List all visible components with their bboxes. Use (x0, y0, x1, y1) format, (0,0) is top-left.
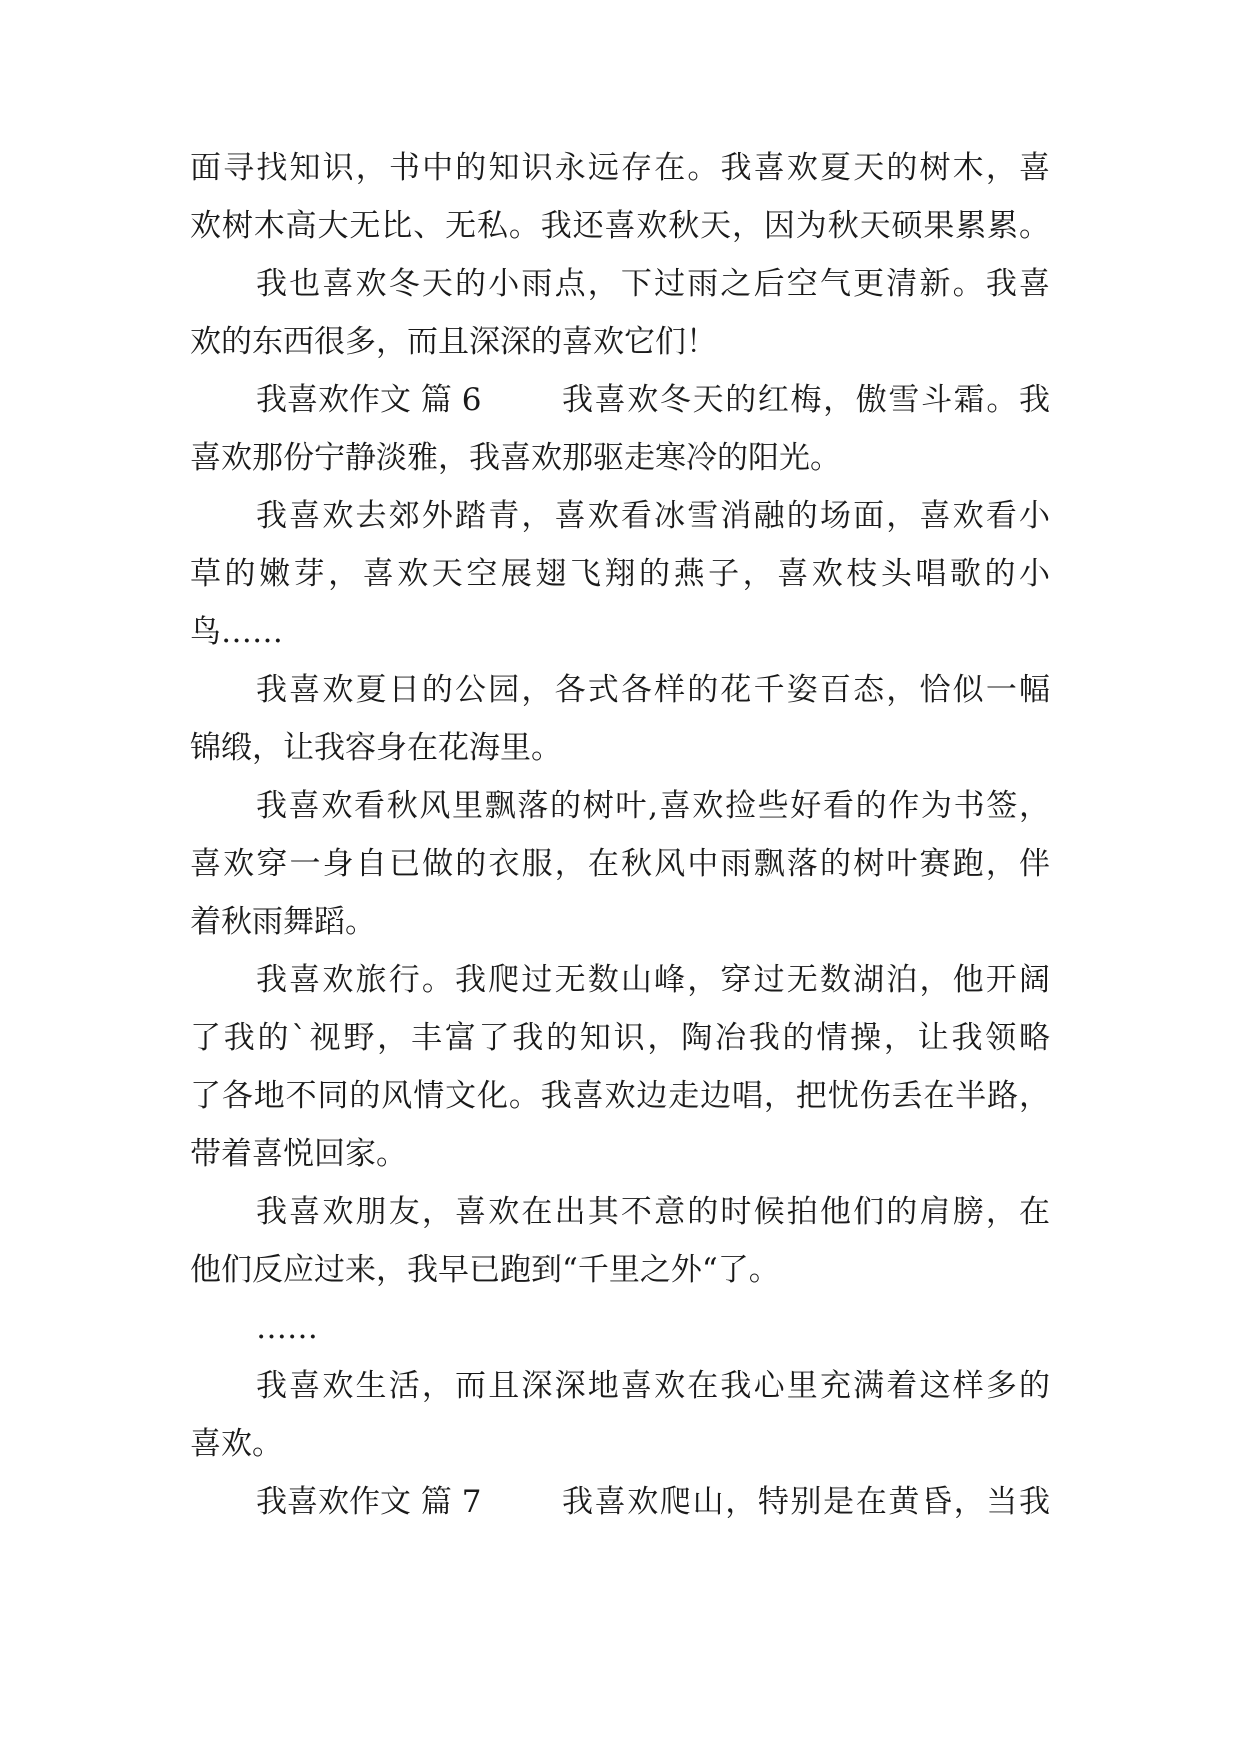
text-line: 我喜欢看秋风里飘落的树叶,喜欢捡些好看的作为书签， (256, 788, 1050, 824)
text-line: 锦缎，让我容身在花海里。 (190, 730, 562, 766)
text-line: 了各地不同的风情文化。我喜欢边走边唱，把忧伤丢在半路， (190, 1078, 1050, 1114)
text-line: 我也喜欢冬天的小雨点，下过雨之后空气更清新。我喜 (256, 266, 1050, 302)
text-line: 面寻找知识，书中的知识永远存在。我喜欢夏天的树木，喜 (190, 150, 1050, 186)
text-line: 草的嫩芽，喜欢天空展翅飞翔的燕子，喜欢枝头唱歌的小 (190, 556, 1050, 592)
section-first-line: 我喜欢爬山，特别是在黄昏，当我 (562, 1484, 1050, 1520)
section-title: 我喜欢作文 篇 7 (256, 1484, 482, 1520)
text-line: 带着喜悦回家。 (190, 1136, 407, 1172)
text-line: 着秋雨舞蹈。 (190, 904, 376, 940)
text-line: 我喜欢去郊外踏青，喜欢看冰雪消融的场面，喜欢看小 (256, 498, 1050, 534)
text-line: 了我的`视野，丰富了我的知识，陶冶我的情操，让我领略 (190, 1020, 1050, 1056)
section-title: 我喜欢作文 篇 6 (256, 382, 482, 418)
text-line: 喜欢穿一身自已做的衣服，在秋风中雨飘落的树叶赛跑，伴 (190, 846, 1050, 882)
text-line: 喜欢。 (190, 1426, 283, 1462)
section-heading-6 (256, 380, 1050, 420)
text-line: 我喜欢生活，而且深深地喜欢在我心里充满着这样多的 (256, 1368, 1050, 1404)
text-line: 我喜欢夏日的公园，各式各样的花千姿百态，恰似一幅 (256, 672, 1050, 708)
text-line: 我喜欢朋友，喜欢在出其不意的时候拍他们的肩膀，在 (256, 1194, 1050, 1230)
text-line: 喜欢那份宁静淡雅，我喜欢那驱走寒冷的阳光。 (190, 440, 841, 476)
section-heading-7 (256, 1482, 1050, 1522)
text-line: 他们反应过来，我早已跑到“千里之外“了。 (190, 1252, 780, 1288)
text-line: 欢树木高大无比、无私。我还喜欢秋天，因为秋天硕果累累。 (190, 208, 1050, 244)
text-line: 欢的东西很多，而且深深的喜欢它们！ (190, 324, 717, 360)
text-line: 鸟…… (190, 614, 283, 650)
text-line: …… (256, 1310, 318, 1346)
section-first-line: 我喜欢冬天的红梅，傲雪斗霜。我 (562, 382, 1050, 418)
text-line: 我喜欢旅行。我爬过无数山峰，穿过无数湖泊，他开阔 (256, 962, 1050, 998)
